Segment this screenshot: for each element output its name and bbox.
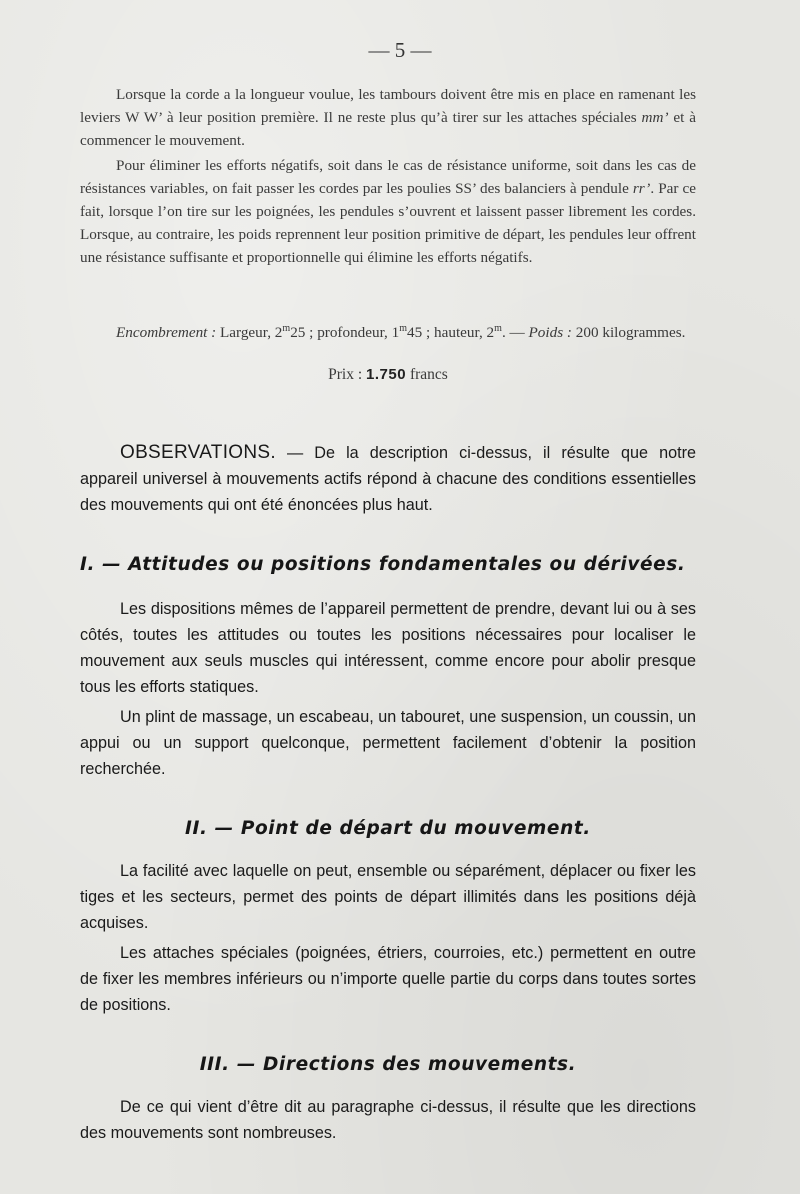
intro-paragraph-2 xyxy=(80,154,696,269)
section-heading-1: I. — Attitudes ou positions fondamentales ou dérivées. xyxy=(80,554,686,575)
section-3-paragraph-1: De ce qui vient d’être dit au paragraphe ci-dessus, il résulte que les directions des mouvements sont nombreuses. xyxy=(80,1098,696,1142)
observations-text: — De la description ci-dessus, il résulte que notre appareil universel à mouvements actifs répond à chacune des conditions essentielles des mouvements qui ont été énoncées plus haut. xyxy=(80,444,696,514)
section-heading-2: II. — Point de départ du mouvement. xyxy=(185,818,591,839)
price-label: Prix : xyxy=(328,366,367,383)
top-section xyxy=(80,83,696,269)
text-run: Lorsque la corde a la longueur voulue, les tambours doivent être mis en place en ramenant les leviers W W’ à leur position première. Il ne reste plus qu’à tirer sur les attaches spéciales xyxy=(80,86,696,126)
superscript-unit: m xyxy=(399,322,408,334)
page-number: — 5 — xyxy=(368,38,432,62)
observations-label: OBSERVATIONS. xyxy=(120,442,276,463)
text-run: . — xyxy=(501,324,529,341)
italic-text: Encombrement : xyxy=(116,324,217,341)
specs-block xyxy=(80,321,696,344)
section-heading-3: III. — Directions des mouvements. xyxy=(199,1054,577,1075)
intro-paragraph-1 xyxy=(80,83,696,152)
text-run: Pour éliminer les efforts négatifs, soit dans le cas de résistance uniforme, soit dans les cas de résistances variables, on fait passer les cordes par les poulies SS’ des balanciers à pendule xyxy=(80,157,696,197)
text-run: 200 kilogrammes. xyxy=(571,324,686,341)
price-value: 1.750 xyxy=(366,366,407,383)
text-run: et à commencer le mouvement. xyxy=(80,109,697,149)
text-run: Largeur, 2 xyxy=(216,324,283,341)
text-run: 25 ; profondeur, 1 xyxy=(290,324,400,341)
section-1-body xyxy=(80,596,696,782)
text-run: . Par ce fait, lorsque l’on tire sur les poignées, les pendules s’ouvrent et laissent passer librement les cordes. Lorsque, au contraire, les poids reprennent leur position primitive de départ, les pendules leur offrent une résistance suffisante et proportionnelle qui élimine les efforts négatifs. xyxy=(80,180,696,266)
section-2-body xyxy=(80,858,696,1018)
section-2-paragraph-2: Les attaches spéciales (poignées, étriers, courroies, etc.) permettent en outre de fixer les membres inférieurs ou n’importe quelle partie du corps dans toutes sortes de positions. xyxy=(80,944,696,1014)
price-unit: francs xyxy=(406,366,448,383)
italic-text: Poids : xyxy=(528,324,572,341)
dimensions-weight xyxy=(80,321,696,344)
text-run: 45 ; hauteur, 2 xyxy=(407,324,495,341)
section-3-body xyxy=(80,1094,696,1146)
section-1-paragraph-2: Un plint de massage, un escabeau, un tabouret, une suspension, un coussin, un appui ou un support quelconque, permettent facilement d’obtenir la position recherchée. xyxy=(80,708,696,778)
price-line xyxy=(80,366,696,384)
italic-text: rr’ xyxy=(632,180,651,197)
observations-block xyxy=(80,440,696,518)
observations-paragraph xyxy=(80,440,696,518)
superscript-unit: m xyxy=(494,322,502,334)
section-2-paragraph-1: La facilité avec laquelle on peut, ensemble ou séparément, déplacer ou fixer les tiges et les secteurs, permet des points de départ illimités dans les positions déjà acquises. xyxy=(80,862,696,932)
section-1-paragraph-1: Les dispositions mêmes de l’appareil permettent de prendre, devant lui ou à ses côtés, toutes les attitudes ou toutes les positions nécessaires pour localiser le mouvement aux seuls muscles qui intéressent, comme encore pour abolir presque tous les efforts statiques. xyxy=(80,600,696,696)
italic-text: mm’ xyxy=(641,109,669,126)
superscript-unit: m xyxy=(282,322,291,334)
